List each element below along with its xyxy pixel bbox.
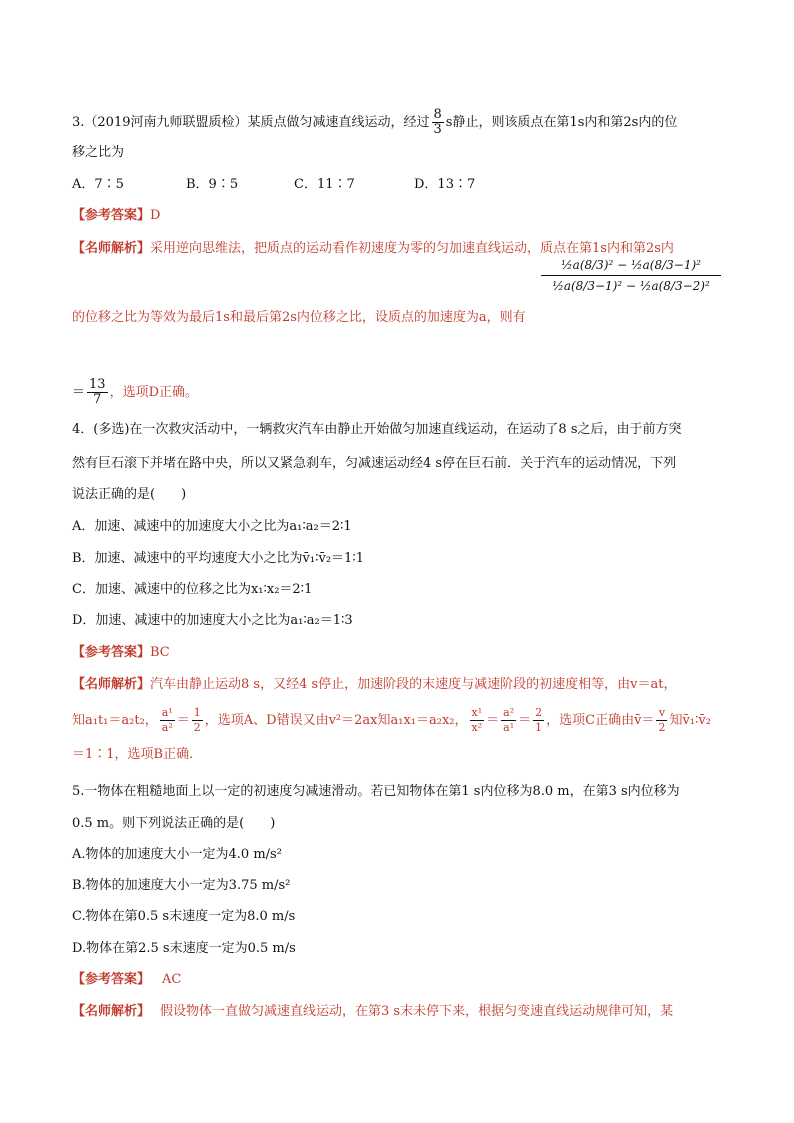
- ratio2-result: [533, 706, 544, 735]
- analysis-text: ，选项C正确由v̄＝: [546, 713, 655, 728]
- q3-ratio-formula: [541, 258, 721, 293]
- analysis-text: 知a₁t₁＝a₂t₂，: [72, 713, 158, 728]
- q3-option-b: B．9∶5: [186, 177, 239, 192]
- q4-line3: 说法正确的是( ): [72, 487, 187, 502]
- q3-stem-part2: s静止，则该质点在第1s内和第2s内的位: [445, 115, 678, 130]
- q4-analysis-line1: [72, 676, 677, 694]
- q3-time-fraction: [432, 108, 444, 137]
- answer-value: D: [150, 208, 161, 223]
- q4-option-a: A．加速、减速中的加速度大小之比为a₁∶a₂＝2∶1: [72, 519, 352, 534]
- q3-analysis-line2: [72, 309, 526, 327]
- frac-den: 2: [658, 721, 666, 734]
- q3-stem-part1: 3.（2019河南九师联盟质检）某质点做匀减速直线运动，经过: [72, 115, 430, 130]
- q4-analysis-line3: ＝1∶1，选项B正确．: [72, 747, 203, 762]
- answer-label: 【参考答案】: [72, 972, 151, 987]
- result-num: 13: [89, 377, 106, 392]
- q3-line1: [72, 108, 677, 137]
- formula-denominator: ½a(8/3−1)² − ½a(8/3−2)²: [552, 279, 710, 293]
- q3-line2: 移之比为: [72, 145, 125, 160]
- q5-line1: 5.一物体在粗糙地面上以一定的初速度匀减速滑动。若已知物体在第1 s内位移为8.0 m，在第3 s内位移为: [72, 784, 680, 799]
- q4-analysis-line2: [72, 706, 711, 735]
- vbar-fraction: [656, 706, 667, 735]
- frac-den: a¹: [503, 721, 515, 734]
- frac-den: 1: [535, 721, 543, 734]
- frac-den: a²: [161, 721, 173, 734]
- frac-num: v: [656, 706, 667, 721]
- ratio2-fraction: [470, 706, 485, 735]
- q5-option-b: B.物体的加速度大小一定为3.75 m/s²: [72, 878, 291, 893]
- equals-sign: ＝: [518, 713, 532, 728]
- q4-line1: 4．(多选)在一次救灾活动中，一辆救灾汽车由静止开始做匀加速直线运动，在运动了8 s之后，由于前方突: [72, 422, 682, 437]
- ratio2-mid: [501, 706, 516, 735]
- analysis-label: 【名师解析】: [72, 677, 151, 692]
- ratio1-result: [192, 706, 203, 735]
- q4-option-c: C．加速、减速中的位移之比为x₁∶x₂＝2∶1: [72, 582, 313, 597]
- analysis-text: ，选项A、D错误又由v²＝2ax知a₁x₁＝a₂x₂，: [204, 713, 468, 728]
- q3-option-d: D．13∶7: [414, 177, 476, 192]
- q4-answer: [72, 644, 170, 662]
- q5-line2: 0.5 m。则下列说法正确的是( ): [72, 816, 276, 831]
- formula-numerator: ½a(8/3)² − ½a(8/3−1)²: [541, 258, 721, 276]
- frac-num: x¹: [471, 706, 483, 719]
- q5-option-a: A.物体的加速度大小一定为4.0 m/s²: [72, 847, 282, 862]
- q5-analysis-line1: [72, 1003, 673, 1021]
- analysis-label: 【名师解析】: [72, 1004, 151, 1019]
- q3-option-c: C．11∶7: [294, 177, 355, 192]
- q3-option-a: A．7∶5: [72, 177, 124, 192]
- q3-answer: [72, 207, 160, 225]
- answer-label: 【参考答案】: [72, 208, 151, 223]
- q5-answer: [72, 971, 181, 989]
- analysis-text: 采用逆向思维法，把质点的运动看作初速度为零的匀加速直线运动，质点在第1s内和第2s内: [150, 241, 674, 256]
- q4-option-b: B．加速、减速中的平均速度大小之比为v̄₁∶v̄₂＝1∶1: [72, 551, 364, 566]
- q3-frac-den: 3: [433, 122, 442, 137]
- result-text: ，选项D正确。: [109, 385, 198, 400]
- q4-line2: 然有巨石滚下并堵在路中央，所以又紧急刹车，匀减速运动经4 s停在巨石前．关于汽车的运动情况，下列: [72, 456, 677, 471]
- analysis-text: 的位移之比为等效为最后1s和最后第2s内位移之比，设质点的加速度为a，则有: [72, 310, 526, 325]
- q4-option-d: D．加速、减速中的加速度大小之比为a₁∶a₂＝1∶3: [72, 613, 353, 628]
- frac-num: a²: [503, 706, 515, 719]
- answer-value: BC: [150, 645, 170, 660]
- equals-sign: ＝: [176, 713, 190, 728]
- analysis-text: 假设物体一直做匀减速直线运动，在第3 s末未停下来，根据匀变速直线运动规律可知，某: [160, 1004, 674, 1019]
- answer-label: 【参考答案】: [72, 645, 151, 660]
- analysis-text: 知v̄₁∶v̄₂: [669, 713, 711, 728]
- q5-option-d: D.物体在第2.5 s末速度一定为0.5 m/s: [72, 941, 296, 956]
- frac-num: a¹: [161, 706, 173, 719]
- result-den: 7: [93, 392, 102, 407]
- q3-frac-num: 8: [433, 107, 442, 122]
- frac-den: 2: [193, 721, 201, 734]
- result-fraction: [87, 378, 108, 407]
- frac-num: 2: [535, 706, 543, 719]
- answer-value: AC: [162, 972, 182, 987]
- frac-num: 1: [193, 706, 201, 719]
- equals-sign: ＝: [486, 713, 500, 728]
- ratio1-fraction: [160, 706, 175, 735]
- analysis-label: 【名师解析】: [72, 241, 151, 256]
- q5-option-c: C.物体在第0.5 s末速度一定为8.0 m/s: [72, 909, 296, 924]
- analysis-text: 汽车由静止运动8 s，又经4 s停止，加速阶段的末速度与减速阶段的初速度相等，由v＝at，: [150, 677, 677, 692]
- frac-den: x²: [471, 721, 483, 734]
- q3-result: [72, 378, 198, 407]
- q3-analysis-line1: [72, 240, 674, 258]
- equals-sign: ＝: [72, 385, 86, 400]
